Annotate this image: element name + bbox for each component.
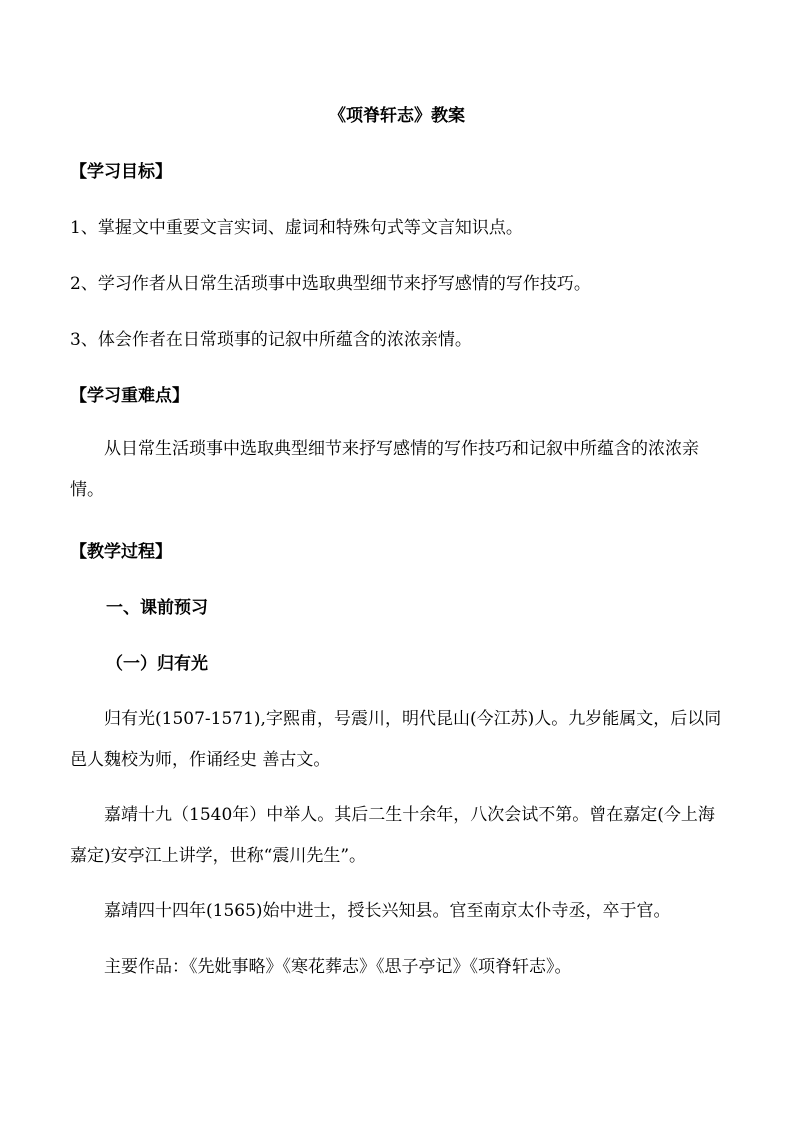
sub-heading-author: （一）归有光 <box>106 654 208 674</box>
document-title: 《项脊轩志》教案 <box>329 106 465 126</box>
key-points-paragraph: 从日常生活琐事中选取典型细节来抒写感情的写作技巧和记叙中所蕴含的浓浓亲情。 <box>70 439 699 500</box>
author-paragraph-3: 嘉靖四十四年(1565)始中进士，授长兴知县。官至南京太仆寺丞，卒于官。 <box>104 901 671 921</box>
step-heading-preview: 一、课前预习 <box>106 598 208 618</box>
section-heading-process: 【教学过程】 <box>70 542 172 562</box>
objective-item-2: 2、学习作者从日常生活琐事中选取典型细节来抒写感情的写作技巧。 <box>70 274 591 294</box>
author-paragraph-4: 主要作品：《先妣事略》《寒花葬志》《思子亭记》《项脊轩志》。 <box>104 957 572 977</box>
section-heading-key-points: 【学习重难点】 <box>70 386 189 406</box>
objective-item-3: 3、体会作者在日常琐事的记叙中所蕴含的浓浓亲情。 <box>70 330 472 350</box>
author-paragraph-1: 归有光(1507-1571),字熙甫，号震川，明代昆山(今江苏)人。九岁能属文，后以同邑人魏校为师，作诵经史 善古文。 <box>70 709 722 770</box>
section-heading-objectives: 【学习目标】 <box>70 162 172 182</box>
author-paragraph-2: 嘉靖十九（1540年）中举人。其后二生十余年，八次会试不第。曾在嘉定(今上海嘉定)安亭江上讲学，世称“震川先生”。 <box>70 805 715 866</box>
objective-item-1: 1、掌握文中重要文言实词、虚词和特殊句式等文言知识点。 <box>70 218 523 238</box>
